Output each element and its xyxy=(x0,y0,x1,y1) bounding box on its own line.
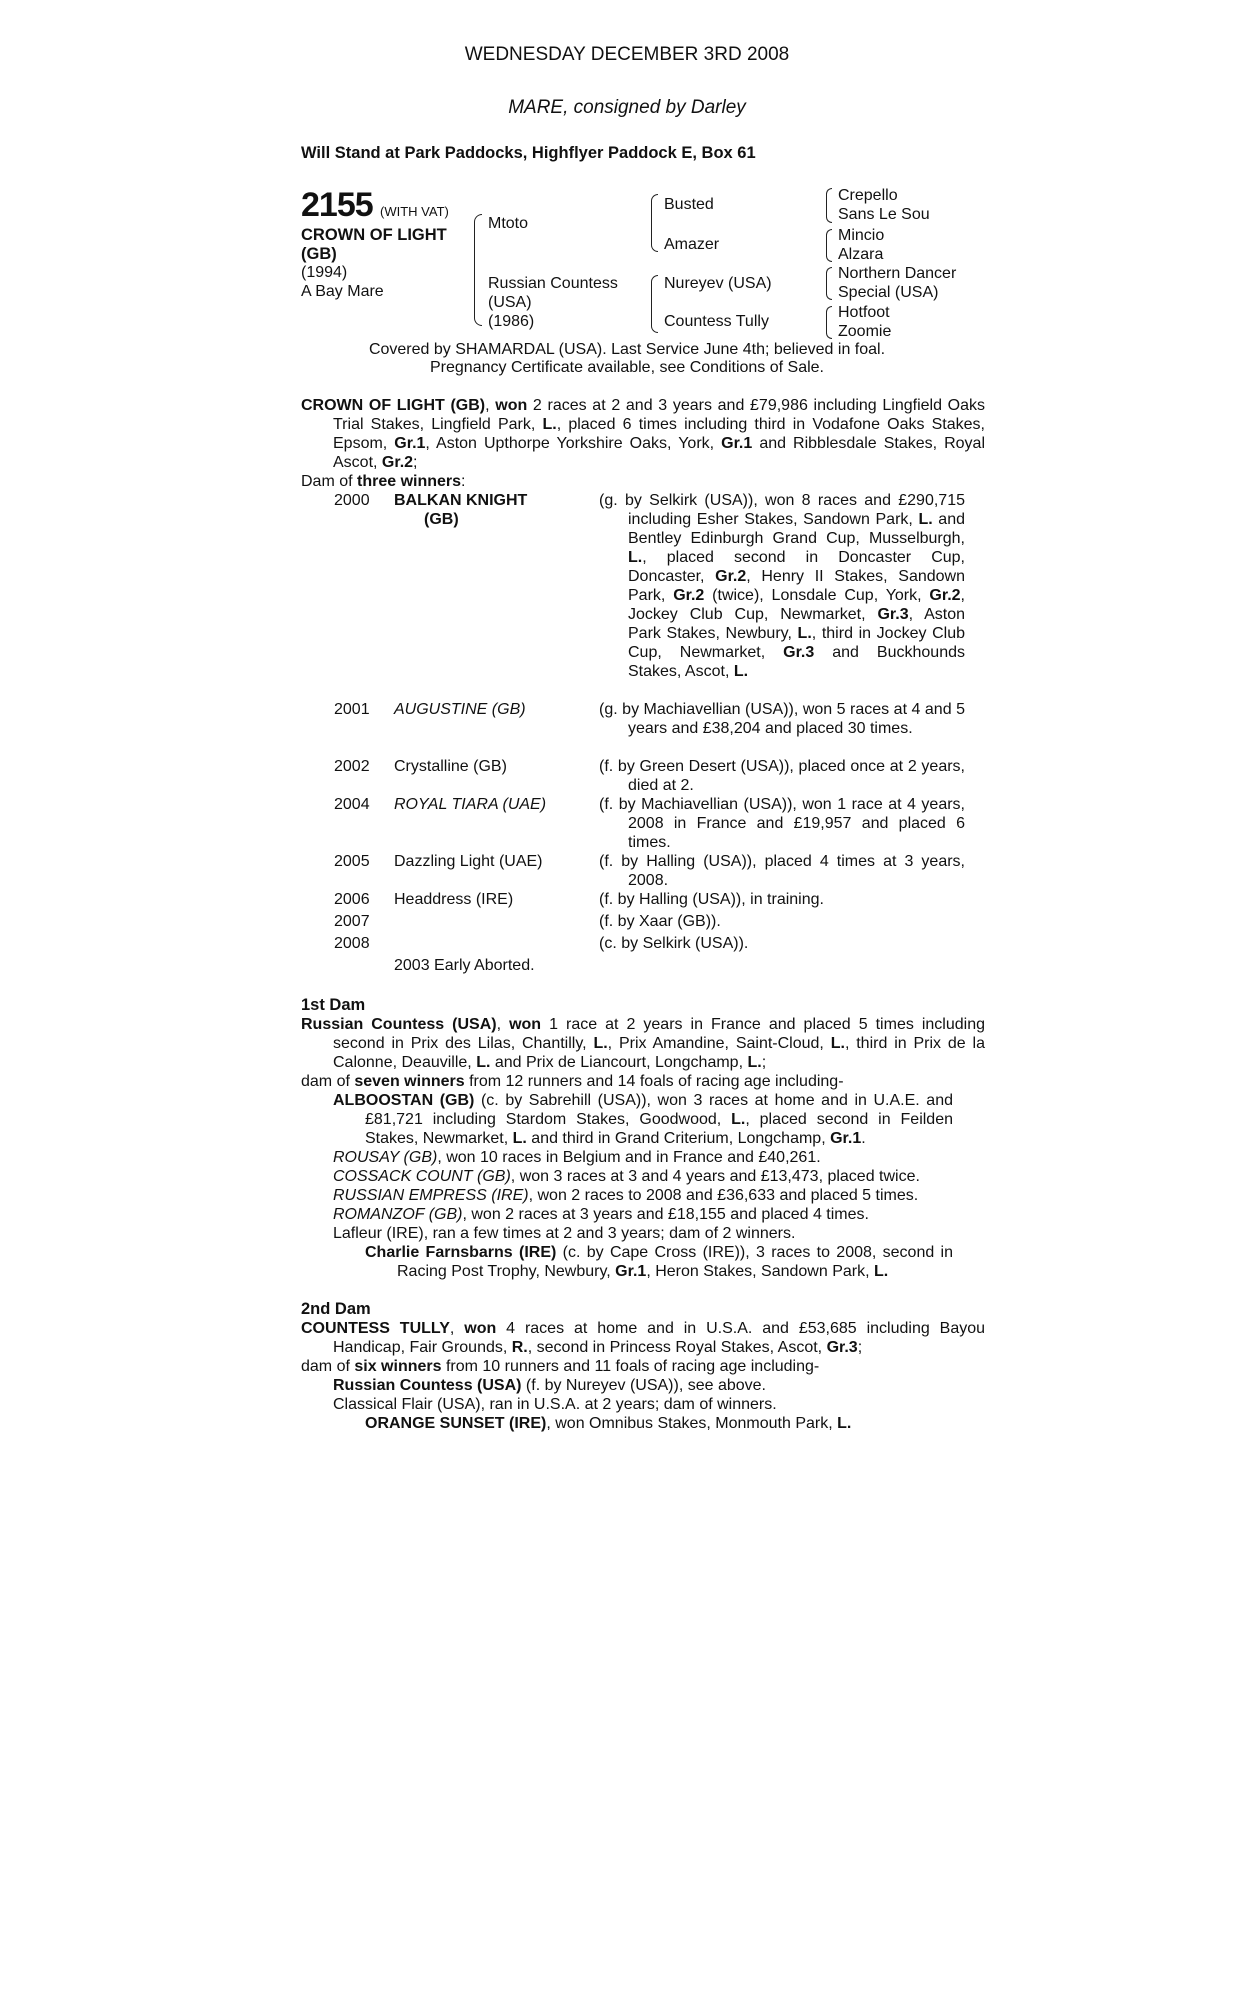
first-dam-record: Russian Countess (USA), won 1 race at 2 years in France and placed 5 times including second in Prix des Lilas, Chantilly, L., Prix Amandine, Saint-Cloud, L., third in Prix de la Calonne, Deauville, L. and Prix de Liancourt, Longchamp, L.; xyxy=(301,1016,986,1071)
ssd: Sans Le Sou xyxy=(838,206,930,223)
list-item: Lafleur (IRE), ran a few times at 2 and 3 years; dam of 2 winners. xyxy=(333,1225,796,1242)
dss: Northern Dancer xyxy=(838,265,957,282)
second-dam-record: COUNTESS TULLY, won 4 races at home and in U.S.A. and £53,685 including Bayou Handicap, Fair Grounds, R., second in Princess Royal Stakes, Ascot, Gr.3; xyxy=(301,1320,986,1356)
mare-name: CROWN OF LIGHT (GB) xyxy=(301,397,486,414)
list-item: COSSACK COUNT (GB), won 3 races at 3 and 4 years and £13,473, placed twice. xyxy=(333,1168,920,1185)
list-item: ROUSAY (GB), won 10 races in Belgium and in France and £40,261. xyxy=(333,1149,821,1166)
dsd: Special (USA) xyxy=(838,284,939,301)
pedigree-brace xyxy=(651,275,658,333)
lot-number: 2155 xyxy=(301,186,373,224)
second-dam-dam-of: dam of six winners from 10 runners and 11 foals of racing age including- xyxy=(301,1358,820,1375)
dam-country: (USA) xyxy=(488,294,532,311)
second-dam-produce xyxy=(301,1376,953,1433)
sale-date: WEDNESDAY DECEMBER 3RD 2008 xyxy=(464,44,790,65)
sdd: Alzara xyxy=(838,246,884,263)
ddd: Zoomie xyxy=(838,323,892,340)
sire-dam: Amazer xyxy=(664,236,720,253)
list-item: Russian Countess (USA) (f. by Nureyev (USA)), see above. xyxy=(333,1377,766,1394)
covered-line: Covered by SHAMARDAL (USA). Last Service June 4th; believed in foal. xyxy=(368,341,886,358)
aborted-note: 2003 Early Aborted. xyxy=(394,957,535,974)
dam-of-line: Dam of three winners: xyxy=(301,473,466,490)
horse-name-country: (GB) xyxy=(301,245,337,263)
sire: Mtoto xyxy=(488,215,529,232)
horse-description: A Bay Mare xyxy=(301,283,384,300)
list-item: Charlie Farnsbarns (IRE) (c. by Cape Cross (IRE)), 3 races to 2008, second in Racing Post Trophy, Newbury, Gr.1, Heron Stakes, Sandown Park, L. xyxy=(365,1244,954,1280)
list-item: RUSSIAN EMPRESS (IRE), won 2 races to 2008 and £36,633 and placed 5 times. xyxy=(333,1187,919,1204)
horse-year: (1994) xyxy=(301,264,348,281)
list-item: Classical Flair (USA), ran in U.S.A. at 2 years; dam of winners. xyxy=(333,1396,777,1413)
pedigree-brace xyxy=(826,267,832,300)
first-dam-dam-of: dam of seven winners from 12 runners and 14 foals of racing age including- xyxy=(301,1073,844,1090)
balkan-record: (g. by Selkirk (USA)), won 8 races and £290,715 including Esher Stakes, Sandown Park, L. and Bentley Edinburgh Grand Cup, Musselburgh, L., placed second in Doncaster Cup, Doncaster, Gr.2, Henry II Stakes, Sandown Park, Gr.2 (twice), Lonsdale Cup, York, Gr.2, Jockey Club Cup, Newmarket, Gr.3, Aston Park Stakes, Newbury, L., third in Jockey Club Cup, Newmarket, Gr.3 and Buckhounds Stakes, Ascot, L. xyxy=(599,492,966,680)
pedigree-brace xyxy=(826,306,832,339)
dam: Russian Countess xyxy=(488,275,618,292)
consignment-line: MARE, consigned by Darley xyxy=(508,97,746,118)
dam-year: (1986) xyxy=(488,313,535,330)
list-item: ORANGE SUNSET (IRE), won Omnibus Stakes, Monmouth Park, L. xyxy=(365,1415,852,1432)
stand-location: Will Stand at Park Paddocks, Highflyer Paddock E, Box 61 xyxy=(301,144,756,162)
pedigree-brace xyxy=(826,188,832,223)
pedigree-brace xyxy=(474,214,482,326)
pedigree-brace xyxy=(826,229,832,262)
pedigree-brace xyxy=(651,194,658,252)
sds: Mincio xyxy=(838,227,885,244)
pregnancy-line: Pregnancy Certificate available, see Conditions of Sale. xyxy=(430,359,824,376)
first-dam-produce xyxy=(301,1091,953,1281)
dds: Hotfoot xyxy=(838,304,890,321)
catalogue-page: WEDNESDAY DECEMBER 3RD 2008 MARE, consigned by Darley Will Stand at Park Paddocks, Highflyer Paddock E, Box 61 2155 (WITH VAT) CROWN OF LIGHT (GB) (1994) A Bay Mare Mtoto Russian Countess (USA) (1986) Busted Amazer Nureyev (USA) Countess Tully Crepello Sans Le Sou Mincio Alzara Northern Dancer Special (USA) Hotfoot Zoomie Covered by SHAMARDAL (USA). Last Service June 4th; believed in foal. Pregnancy Certificate available, see Conditions of Sale. CROWN OF LIGHT (GB), won 2 races at 2 and 3 years and £79,986 including Lingfield Oaks Trial Stakes, Lingfield Park, L., placed 6 times including third in Vodafone Oaks Stakes, Epsom, Gr.1, Aston Upthorpe Yorkshire Oaks, York, Gr.1 and Ribblesdale Stakes, Royal Ascot, Gr.2; Dam of three winners: 2000 BALKAN KNIGHT (GB) (g. by Selkirk (USA)), won 8 races and £290,715 including Esher Stakes, Sandown Park, L. and Bentley Edinburgh Grand Cup, Musselburgh, L., placed second in Doncaster Cup, Doncaster, Gr.2, Henry II Stakes, Sandown Park, Gr.2 (twice), Lonsdale Cup, York, Gr.2, Jockey Club Cup, Newmarket, Gr.3, Aston Park Stakes, Newbury, L., third in Jockey Club Cup, Newmarket, Gr.3 and Buckhounds Stakes, Ascot, L. 2001 AUGUSTINE (GB) (g. by Machiavellian (USA)), won 5 races at 4 and 5 years and £38,204 and placed 30 times. 2002 Crystalline (GB) (f. by Green Desert (USA)), placed once at 2 years, died at 2. 2004 ROYAL TIARA (UAE) (f. by Machiavellian (USA)), won 1 race at 4 years, 2008 in France and £19,957 and placed 6 times. 2005 Dazzling Light (UAE) (f. by Halling (USA)), placed 4 times at 3 years, 2008. 2006 Headdress (IRE) (f. by Halling (USA)), in training. 2007 (f. by Xaar (GB)). 2008 (c. by Selkirk (USA)). 2003 Early Aborted. 1st Dam Russian Countess (USA), won 1 race at 2 years in France and placed 5 times including second in Prix des Lilas, Chantilly, L., Prix Amandine, Saint-Cloud, L., third in Prix de la Calonne, Deauville, L. and Prix de Liancourt, Longchamp, L.; dam of seven winners from 12 runners and 14 foals of racing age including- ALBOOSTAN (GB) (c. by Sabrehill (USA)), won 3 races at home and in U.A.E. and £81,721 including Stardom Stakes, Goodwood, L., placed second in Feilden Stakes, Newmarket, L. and third in Grand Criterium, Longchamp, Gr.1. ROUSAY (GB), won 10 races in Belgium and in France and £40,261. COSSACK COUNT (GB), won 3 races at 3 and 4 years and £13,473, placed twice. RUSSIAN EMPRESS (IRE), won 2 races to 2008 and £36,633 and placed 5 times. ROMANZOF (GB), won 2 races at 3 years and £18,155 and placed 4 times. Lafleur (IRE), ran a few times at 2 and 3 years; dam of 2 winners. Charlie Farnsbarns (IRE) (c. by Cape Cross (IRE)), 3 races to 2008, second in Racing Post Trophy, Newbury, Gr.1, Heron Stakes, Sandown Park, L. 2nd Dam COUNTESS TULLY, won 4 races at home and in U.S.A. and £53,685 including Bayou Handicap, Fair Grounds, R., second in Princess Royal Stakes, Ascot, Gr.3; dam of six winners from 10 runners and 11 foals of racing age including- Russian Countess (USA) (f. by Nureyev (USA)), see above. Classical Flair (USA), ran in U.S.A. at 2 years; dam of winners. ORANGE SUNSET (IRE), won Omnibus Stakes, Monmouth Park, L. xyxy=(0,0,1254,2000)
list-item: ALBOOSTAN (GB) (c. by Sabrehill (USA)), won 3 races at home and in U.A.E. and £81,721 including Stardom Stakes, Goodwood, L., placed second in Feilden Stakes, Newmarket, L. and third in Grand Criterium, Longchamp, Gr.1. xyxy=(333,1092,953,1147)
dam-dam: Countess Tully xyxy=(664,313,769,330)
sire-sire: Busted xyxy=(664,196,714,213)
horse-name: CROWN OF LIGHT xyxy=(301,226,447,244)
sss: Crepello xyxy=(838,187,898,204)
second-dam-heading: 2nd Dam xyxy=(301,1300,371,1318)
mare-record: CROWN OF LIGHT (GB), won 2 races at 2 and 3 years and £79,986 including Lingfield Oaks Trial Stakes, Lingfield Park, L., placed 6 times including third in Vodafone Oaks Stakes, Epsom, Gr.1, Aston Upthorpe Yorkshire Oaks, York, Gr.1 and Ribblesdale Stakes, Royal Ascot, Gr.2; xyxy=(301,397,985,471)
dam-sire: Nureyev (USA) xyxy=(664,275,772,292)
vat-note: (WITH VAT) xyxy=(380,204,449,219)
first-dam-heading: 1st Dam xyxy=(301,996,366,1014)
list-item: ROMANZOF (GB), won 2 races at 3 years and £18,155 and placed 4 times. xyxy=(333,1206,869,1223)
